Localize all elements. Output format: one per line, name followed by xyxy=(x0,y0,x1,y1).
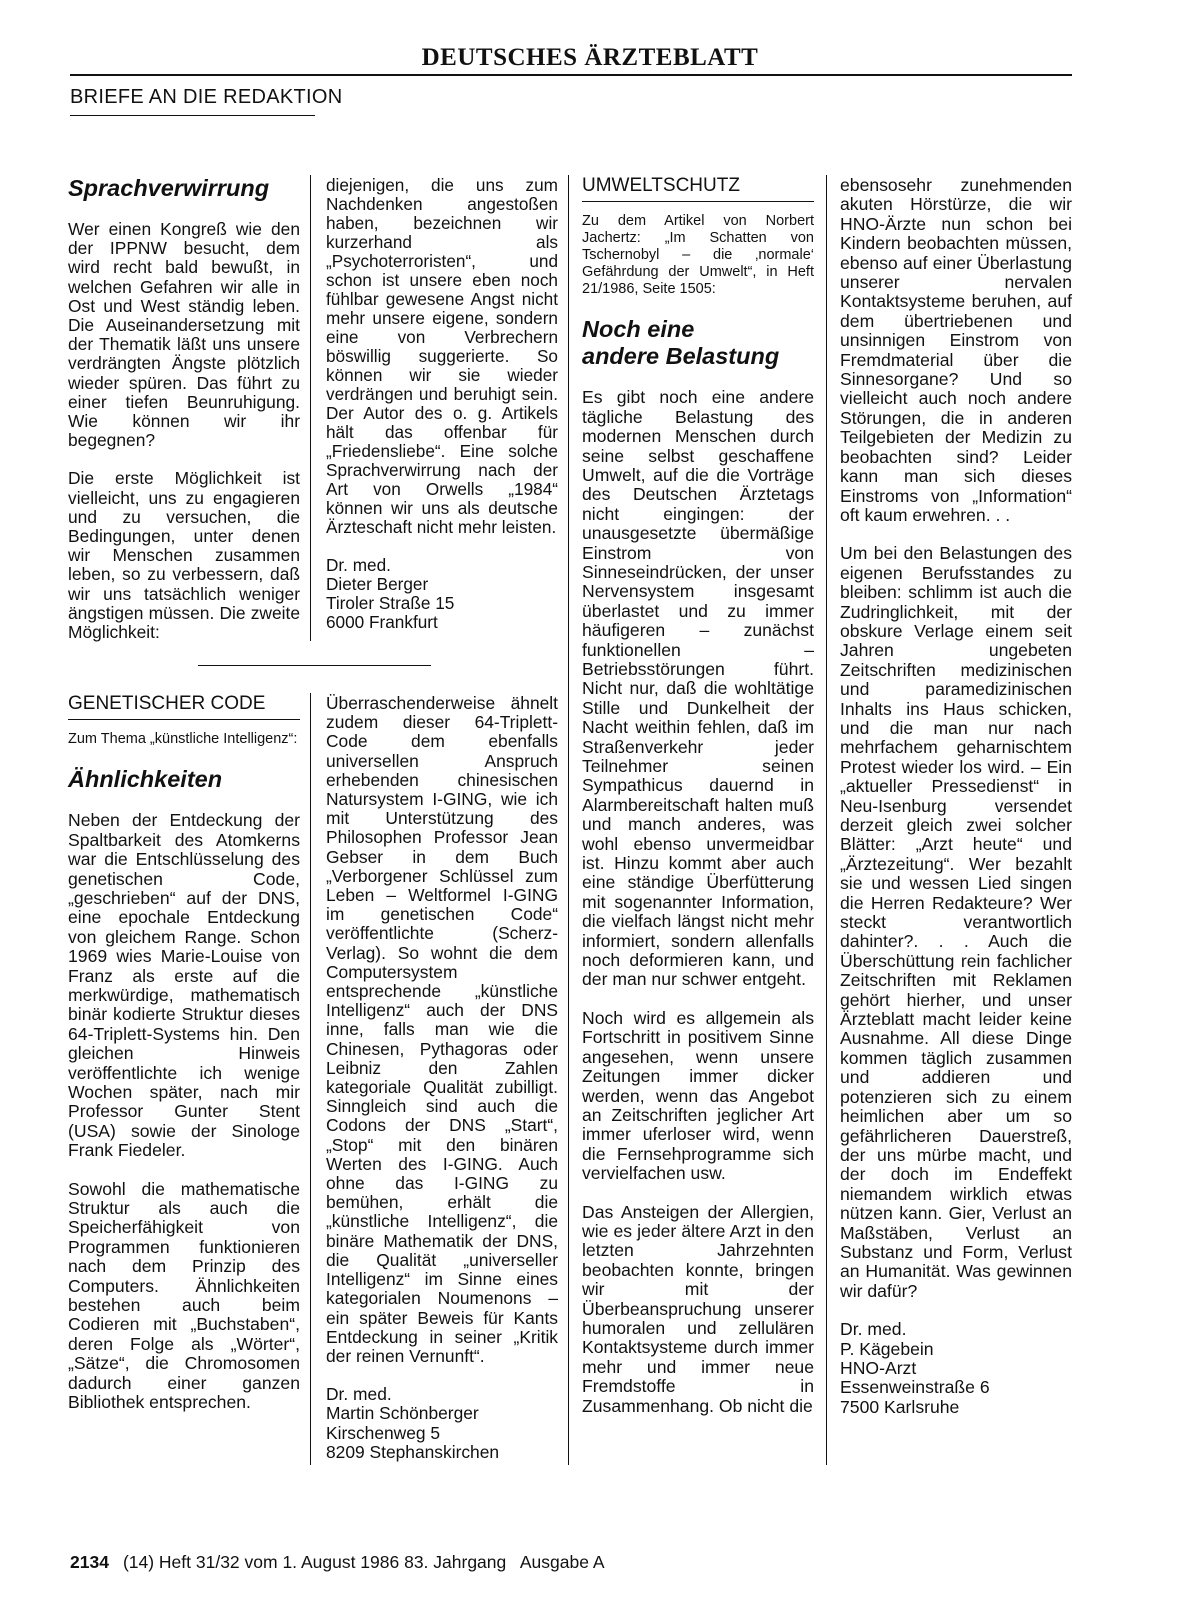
header-rule xyxy=(70,74,1072,76)
topic-rule xyxy=(582,201,814,202)
letter-title-aehnlichkeiten: Ähnlichkeiten xyxy=(68,766,223,793)
paragraph: Sowohl die mathematische Struktur als auch die Speicherfähigkeit von Programmen funktionieren nach dem Prinzip des Computers. Ähnlichkeiten bestehen auch beim Codieren mit „Buchstaben“, deren Folge als „Wörter“, „Sätze“, die Chromosomen dadurch einer ganzen Bibliothek entsprechen. xyxy=(68,1178,300,1413)
signature-line: Dr. med. xyxy=(326,555,391,575)
paragraph: Wer einen Kongreß wie den der IPPNW besucht, dem wird recht bald bewußt, in welchen Gefahren wir alle in Ost und West ständig leben. Die Auseinandersetzung mit der Thematik läßt uns unsere verdrängten Ängste plötzlich wieder spüren. Das führt zu einer tiefen Beunruhigung. Wie können wir ihr begegnen? xyxy=(68,219,300,451)
signature-line: P. Kägebein xyxy=(840,1338,934,1359)
column-divider xyxy=(310,175,311,641)
signature-block xyxy=(326,556,558,632)
signature-line: Essenweinstraße 6 xyxy=(840,1377,990,1398)
topic-heading: UMWELTSCHUTZ xyxy=(582,175,740,196)
signature-line: 8209 Stephanskirchen xyxy=(326,1441,500,1462)
paragraph: Um bei den Belastungen des eigenen Berufsstandes zu bleiben: schlimm ist auch die Zudringlichkeit, mit der obskure Verlage einem seit Jahren ungebeten Zeitschriften medizinischen und paramedizinischen Inhalts ins Haus schicken, und die man nur nach mehrfachem geharnischtem Protest wieder los wird. – Ein „aktueller Pressedienst“ in Neu-Isenburg versendet derzeit gleich zwei solcher Blätter: „Arzt heute“ und „Ärztezeitung“. Wer bezahlt sie und wessen Lied singen die Herren Redakteure? Wer steckt verantwortlich dahinter?. . . Auch die Überschüttung rein fachlicher Zeitschriften mit Reklamen gehört hierher, und unser Ärzteblatt macht leider keine Ausnahme. All diese Dinge kommen täglich zusammen und addieren und potenzieren sich zu einem heimlichen aber um so gefährlicheren Dauerstreß, der uns mürbe macht, und der doch im Endeffekt niemandem wirklich etwas nützen kann. Gier, Verlust an Maßstäben, Verlust an Substanz und Form, Verlust an Humanität. Was gewinnen wir dafür? xyxy=(840,543,1072,1301)
letter-title-line: Noch eine xyxy=(582,316,695,343)
letter-genetic-col2 xyxy=(326,694,558,1462)
signature-block xyxy=(326,1385,558,1462)
signature-line: Tiroler Straße 15 xyxy=(326,593,455,613)
column-divider xyxy=(826,175,827,1465)
page-number: 2134 xyxy=(70,1552,109,1572)
signature-line: Dr. med. xyxy=(840,1319,907,1340)
letter-title-line: andere Belastung xyxy=(582,343,780,370)
issue-info: (14) Heft 31/32 vom 1. August 1986 83. Jahrgang Ausgabe A xyxy=(122,1552,605,1572)
letter-separator xyxy=(198,665,431,666)
paragraph: Die erste Möglichkeit ist vielleicht, uns zu engagieren und zu versuchen, die Bedingungen, unter denen wir Menschen zusammen leben, so zu verbessern, daß wir uns tatsächlich weniger ängstigen müssen. Die zweite Möglichkeit: xyxy=(68,468,300,643)
section-title: BRIEFE AN DIE REDAKTION xyxy=(70,86,343,108)
paragraph: Überraschenderweise ähnelt zudem dieser 64-Triplett-Code dem ebenfalls universellen Anspruch erhebenden chinesischen Natursystem I-GING, wie ich mit Unterstützung des Philosophen Professor Jean Gebser in dem Buch „Verborgener Schlüssel zum Leben – Weltformel I-GING im genetischen Code“ veröffentlichte (Scherz-Verlag). So wohnt die dem Computersystem entsprechende „künstliche Intelligenz“ auch der DNS inne, falls man wie die Chinesen, Pythagoras oder Leibniz den Zahlen kategoriale Qualität zubilligt. Sinngleich sind auch die Codons der DNS „Start“, „Stop“ mit den binären Werten des I-GING. Auch ohne das I-GING zu bemühen, erhält die „künstliche Intelligenz“, die binäre Mathematik der DNS, die Qualität „universeller Intelligenz“ im Sinne eines kategorialen Noumenons – ein später Beweis für Kants Entdeckung in seiner „Kritik der reinen Vernunft“. xyxy=(326,693,558,1366)
column-divider xyxy=(310,693,311,1465)
signature-line: 7500 Karlsruhe xyxy=(840,1396,960,1417)
signature-line: Martin Schönberger xyxy=(326,1403,479,1424)
signature-block xyxy=(840,1320,1072,1417)
paragraph: ebensosehr zunehmenden akuten Hörstürze, die wir HNO-Ärzte nun schon bei Kindern beobachten müssen, ebenso auf einer Überlastung unserer nervalen Kontaktsysteme beruhen, auf dem übertriebenen und unsinnigen Einstrom von Fremdmaterial über die Sinnesorgane? Und so vielleicht auch noch andere Störungen, die in anderen Teilgebieten der Medizin zu beobachten sind? Leider kann man sich dieses Einstroms von „Information“ oft kaum erwehren. . . xyxy=(840,175,1072,525)
intro-note: Zum Thema „künstliche Intelligenz“: xyxy=(68,731,298,748)
signature-line: Kirschenweg 5 xyxy=(326,1422,441,1443)
signature-line: Dieter Berger xyxy=(326,574,429,594)
signature-line: HNO-Arzt xyxy=(840,1357,917,1378)
paragraph: Es gibt noch eine andere tägliche Belastung des modernen Menschen durch seine selbst geschaffene Umwelt, auf die die Vorträge des Deutschen Ärztetags nicht eingingen: der unausgesetzte übermäßige Einstrom von Sinneseindrücken, der unser Nervensystem insgesamt überlastet und zu immer häufigeren – zunächst funktionellen – Betriebsstörungen führt. Nicht nur, daß die wohltätige Stille und Dunkelheit der Nacht weithin fehlen, daß im Straßenverkehr jeder Teilnehmer seinen Sympathicus dauernd in Alarmbereitschaft halten muß und manch anderes, was wohl ebenso unvermeidbar ist. Hinzu kommt aber auch eine ständige Überfütterung mit sogenannter Information, die vielfach längst nicht mehr informiert, sondern allenfalls noch deformieren kann, und der man nur schwer entgeht. xyxy=(582,387,814,990)
topic-heading: GENETISCHER CODE xyxy=(68,693,266,714)
paragraph: Das Ansteigen der Allergien, wie es jeder ältere Arzt in den letzten Jahrzehnten beobachten konnte, bringen wir mit der Überbeanspruchung unserer humoralen und zellulären Kontaktsysteme durch immer mehr und immer neue Fremdstoffe in Zusammenhang. Ob nicht die xyxy=(582,1201,814,1416)
letter-genetic-col1 xyxy=(68,693,300,1412)
letter-umwelt-col4 xyxy=(840,176,1072,1417)
signature-line: Dr. med. xyxy=(326,1384,392,1405)
letter-title-sprachverwirrung: Sprachverwirrung xyxy=(68,175,270,201)
journal-title: DEUTSCHES ÄRZTEBLATT xyxy=(421,44,759,71)
letter-title-belastung xyxy=(582,316,814,370)
paragraph: diejenigen, die uns zum Nachdenken angestoßen haben, bezeichnen wir kurzerhand als „Psychoterroristen“, und schon ist unsere eben noch fühlbar gewesene Angst nicht mehr unsere eigene, sondern eine von Verbrechern böswillig suggerierte. So können wir sie wieder verdrängen und beruhigt sein. Der Autor des o. g. Artikels hält das offenbar für „Friedensliebe“. Eine solche Sprachverwirrung nach der Art von Orwells „1984“ können wir uns als deutsche Ärzteschaft nicht mehr leisten. xyxy=(326,175,558,537)
section-rule xyxy=(70,115,315,116)
paragraph: Neben der Entdeckung der Spaltbarkeit des Atomkerns war die Entschlüsselung des genetischen Code, „geschrieben“ auf der DNS, eine epochale Entdeckung von gleichem Range. Schon 1969 wies Marie-Louise von Franz als erste auf die merkwürdige, mathematisch binär kodierte Struktur dieses 64-Triplett-Systems hin. Den gleichen Hinweis veröffentlichte ich wenige Wochen später, nach mir Professor Gunter Stent (USA) sowie der Sinologe Frank Fiedeler. xyxy=(68,810,300,1161)
signature-line: 6000 Frankfurt xyxy=(326,612,438,632)
topic-rule xyxy=(68,719,300,720)
page-footer xyxy=(70,1552,605,1573)
letter-sprachverwirrung-col2 xyxy=(326,176,558,632)
letter-umwelt-col3 xyxy=(582,175,814,1416)
column-divider xyxy=(568,175,569,1465)
intro-note: Zu dem Artikel von Norbert Jachertz: „Im Schatten von Tschernobyl – die ‚normale‘ Gefährdung der Umwelt“, in Heft 21/1986, Seite 1505: xyxy=(582,213,814,298)
paragraph: Noch wird es allgemein als Fortschritt in positivem Sinne angesehen, wenn unsere Zeitungen immer dicker werden, wenn das Angebot an Zeitschriften jeglicher Art immer uferloser wird, wenn die Fernsehprogramme sich vervielfachen usw. xyxy=(582,1007,814,1184)
letter-sprachverwirrung-col1 xyxy=(68,175,300,642)
